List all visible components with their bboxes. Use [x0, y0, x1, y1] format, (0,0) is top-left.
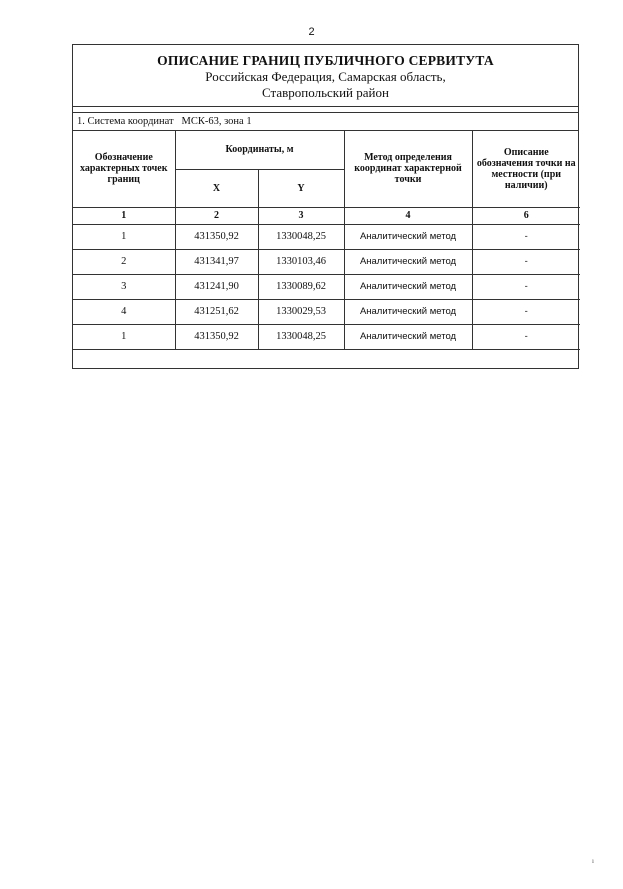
empty-row — [73, 349, 580, 368]
coord-x: 431350,92 — [175, 224, 258, 249]
method-cell: Аналитический метод — [344, 324, 472, 349]
description-cell: - — [472, 324, 580, 349]
header-coordinates: Координаты, м — [175, 131, 344, 169]
method-cell: Аналитический метод — [344, 299, 472, 324]
method-cell: Аналитический метод — [344, 249, 472, 274]
coord-x: 431341,97 — [175, 249, 258, 274]
page-number: 2 — [308, 26, 315, 38]
coord-y: 1330029,53 — [258, 299, 344, 324]
description-cell: - — [472, 274, 580, 299]
document-subtitle-region: Российская Федерация, Самарская область, — [205, 69, 446, 84]
description-cell: - — [472, 224, 580, 249]
point-id: 1 — [73, 224, 175, 249]
boundary-description-document — [72, 44, 579, 369]
header-designation: Обозначение характерных точек границ — [73, 131, 175, 207]
coord-x: 431241,90 — [175, 274, 258, 299]
table-row — [73, 299, 580, 324]
column-number: 3 — [258, 207, 344, 224]
coord-x: 431350,92 — [175, 324, 258, 349]
coord-y: 1330048,25 — [258, 224, 344, 249]
column-number-row — [73, 207, 580, 224]
scan-mark: ı — [592, 857, 594, 865]
header-description: Описание обозначения точки на местности (при наличии) — [472, 131, 580, 207]
column-number: 4 — [344, 207, 472, 224]
header-method: Метод определения координат характерной точки — [344, 131, 472, 207]
coord-y: 1330048,25 — [258, 324, 344, 349]
coordinate-system-label: 1. Система координат МСК-63, зона 1 — [73, 113, 578, 131]
method-cell: Аналитический метод — [344, 224, 472, 249]
column-number: 2 — [175, 207, 258, 224]
table-row — [73, 324, 580, 349]
point-id: 3 — [73, 274, 175, 299]
coord-x: 431251,62 — [175, 299, 258, 324]
point-id: 2 — [73, 249, 175, 274]
coordinates-table — [73, 131, 580, 368]
table-row — [73, 274, 580, 299]
coord-y: 1330103,46 — [258, 249, 344, 274]
table-row — [73, 249, 580, 274]
document-subtitle-district: Ставропольский район — [262, 85, 389, 100]
empty-cell — [73, 349, 580, 368]
point-id: 1 — [73, 324, 175, 349]
description-cell: - — [472, 249, 580, 274]
header-x: X — [175, 169, 258, 207]
point-id: 4 — [73, 299, 175, 324]
header-y: Y — [258, 169, 344, 207]
coord-y: 1330089,62 — [258, 274, 344, 299]
document-title: ОПИСАНИЕ ГРАНИЦ ПУБЛИЧНОГО СЕРВИТУТА — [157, 53, 494, 68]
column-number: 1 — [73, 207, 175, 224]
table-row — [73, 224, 580, 249]
title-block — [73, 45, 578, 107]
description-cell: - — [472, 299, 580, 324]
method-cell: Аналитический метод — [344, 274, 472, 299]
column-number: 6 — [472, 207, 580, 224]
